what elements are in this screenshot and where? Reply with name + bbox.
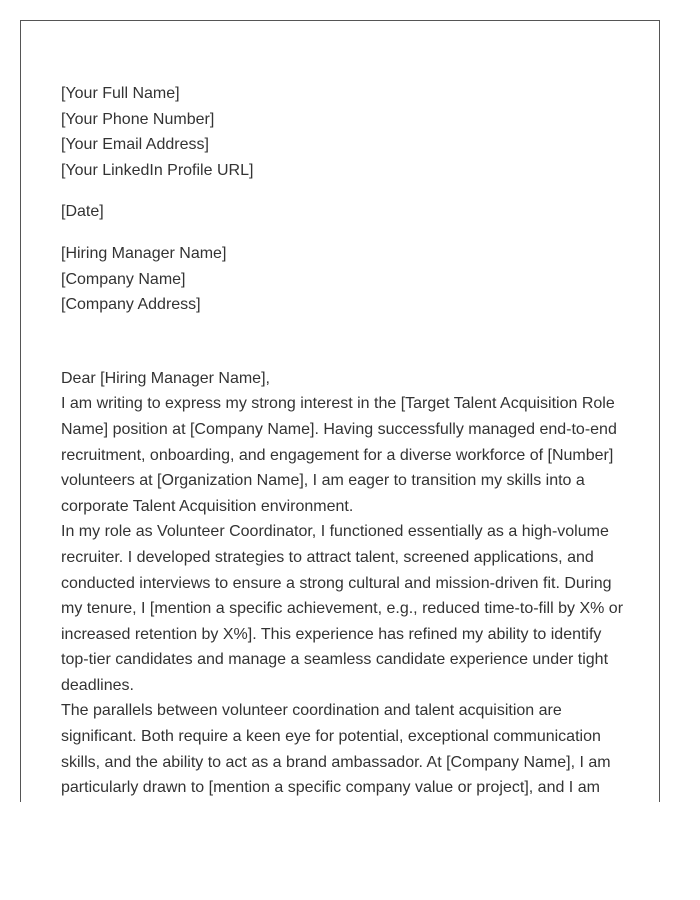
letter-body <box>61 366 631 801</box>
spacer <box>61 318 631 366</box>
spacer <box>61 183 631 199</box>
salutation: Dear [Hiring Manager Name], <box>61 369 270 387</box>
recipient-address: [Company Address] <box>61 296 201 314</box>
recipient-name: [Hiring Manager Name] <box>61 244 227 262</box>
letter-date: [Date] <box>61 203 104 221</box>
sender-block <box>61 81 631 183</box>
spacer <box>61 225 631 241</box>
body-paragraph-2: In my role as Volunteer Coordinator, I functioned essentially as a high-volume recruiter. I developed strategies to attract talent, screened applications, and conducted interviews to ensure a strong cultural and mission-driven fit. During my tenure, I [mention a specific achievement, e.g., reduced time-to-fill by X% or increased retention by X%]. This experience has refined my ability to identify top-tier candidates and manage a seamless candidate experience under tight deadlines. <box>61 523 624 694</box>
body-paragraph-1: I am writing to express my strong interest in the [Target Talent Acquisition Role Name] position at [Company Name]. Having successfully managed end-to-end recruitment, onboarding, and engagement for a diverse workforce of [Number] volunteers at [Organization Name], I am eager to transition my skills into a corporate Talent Acquisition environment. <box>61 395 617 515</box>
sender-phone: [Your Phone Number] <box>61 110 215 128</box>
letter-content <box>61 81 631 801</box>
date-block <box>61 199 631 225</box>
recipient-company: [Company Name] <box>61 270 186 288</box>
recipient-block <box>61 241 631 318</box>
sender-name: [Your Full Name] <box>61 85 180 102</box>
sender-linkedin: [Your LinkedIn Profile URL] <box>61 161 254 179</box>
letter-page <box>20 20 660 802</box>
sender-email: [Your Email Address] <box>61 136 209 154</box>
body-paragraph-3: The parallels between volunteer coordination and talent acquisition are significant. Both require a keen eye for potential, exceptional communication skills, and the ability to act as a brand ambassador. At [Company Name], I am particularly drawn to [mention a specific company value or project], and I am <box>61 702 611 797</box>
